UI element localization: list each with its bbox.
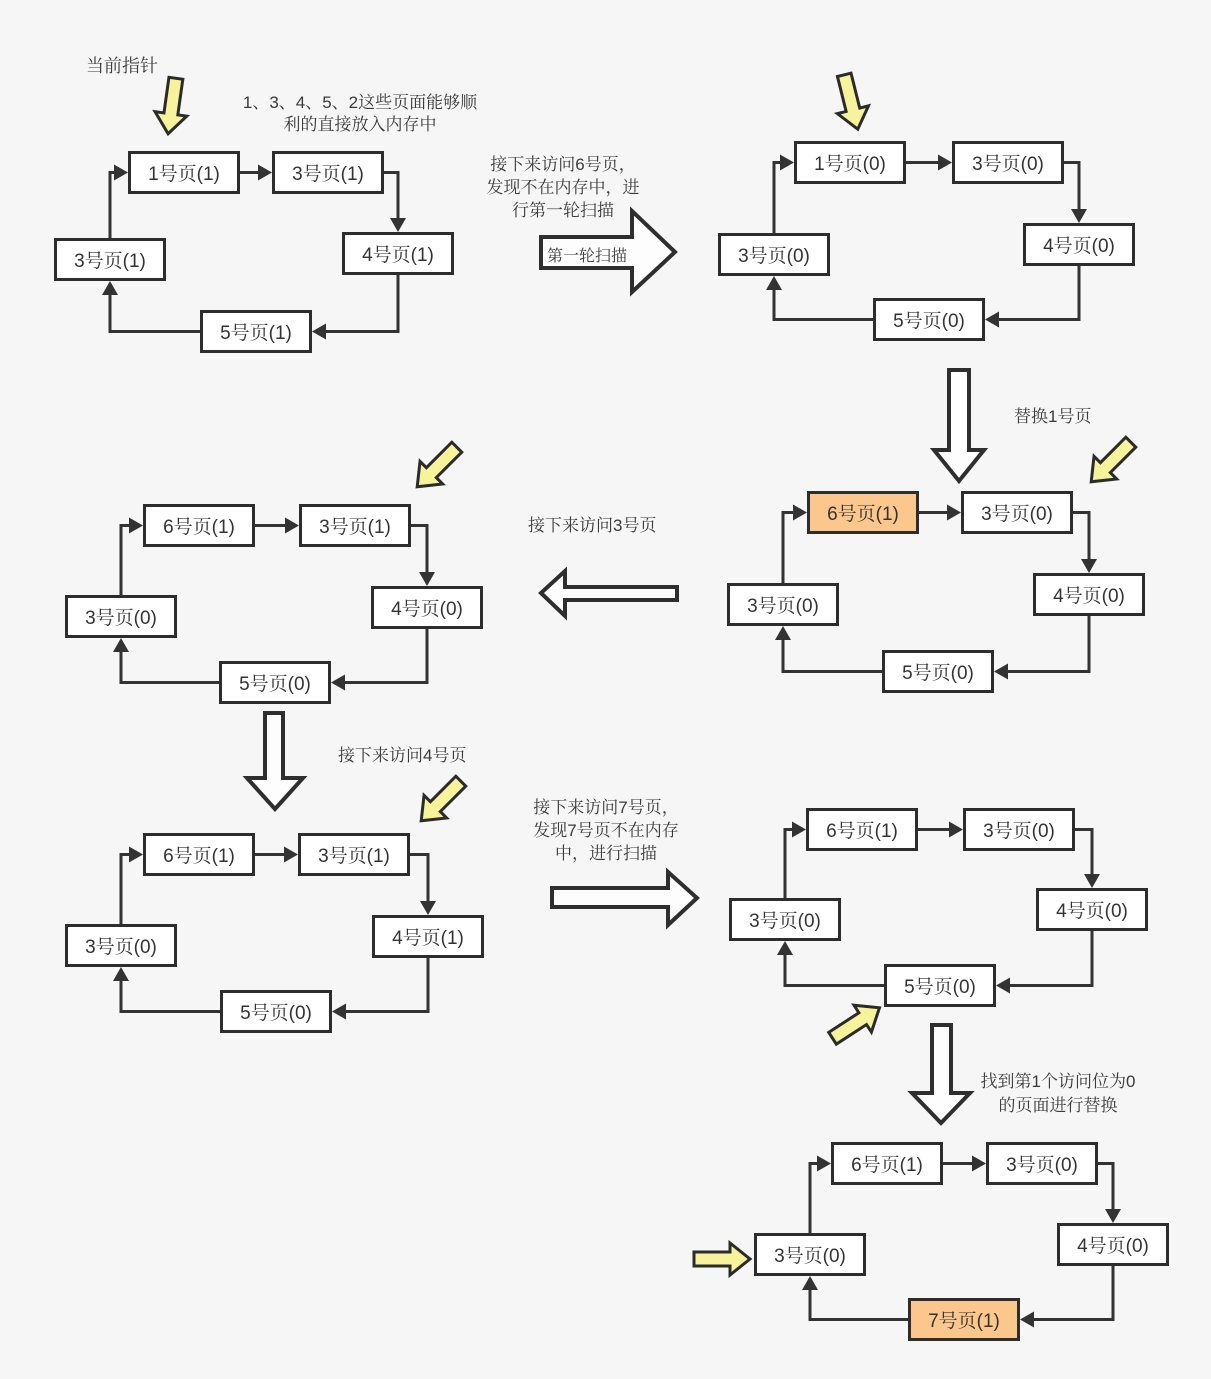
- ring-arrowhead: [258, 165, 272, 181]
- ring-connector: [1030, 1266, 1113, 1320]
- ring-connector: [1006, 931, 1092, 986]
- ring-arrowhead: [419, 572, 435, 586]
- page-node: 3号页(0): [727, 583, 839, 626]
- page-node: 4号页(1): [372, 915, 484, 958]
- access6-line2: 发现不在内存中，进: [486, 178, 640, 197]
- ring-connector: [1064, 163, 1079, 214]
- page-node-highlighted: 6号页(1): [807, 491, 919, 534]
- ring-arrowhead: [1084, 874, 1100, 888]
- access7-note: [513, 796, 699, 865]
- page-node: 3号页(0): [65, 924, 177, 967]
- ring-arrowhead: [1071, 209, 1087, 223]
- ring-connector: [1075, 830, 1092, 879]
- page-node: 6号页(1): [143, 504, 255, 547]
- ring-arrowhead: [331, 675, 345, 691]
- ring-connector: [411, 526, 427, 577]
- ring-connector: [121, 526, 133, 596]
- ring-arrowhead: [312, 324, 326, 340]
- ring-connector: [1073, 513, 1089, 564]
- ring-connector: [341, 629, 427, 683]
- ring-connector: [110, 291, 200, 332]
- ring-arrowhead: [284, 847, 298, 863]
- flow-arrow-down-2: [247, 713, 303, 809]
- ring-connector: [121, 648, 219, 683]
- ring-connector: [110, 173, 118, 239]
- ring-arrowhead: [780, 155, 794, 171]
- ring-arrowhead: [793, 505, 807, 521]
- page-node: 6号页(1): [806, 808, 918, 851]
- access6-note: [468, 153, 658, 222]
- ring-arrowhead: [102, 281, 118, 295]
- page-node: 5号页(0): [220, 990, 332, 1033]
- page-node: 4号页(1): [342, 232, 454, 275]
- flow-arrow-right-2: [552, 872, 697, 925]
- ring-arrowhead: [113, 967, 129, 981]
- page-node: 6号页(1): [831, 1142, 943, 1185]
- ring-connector: [774, 286, 873, 320]
- page-node: 1号页(1): [128, 151, 240, 194]
- intro-note-line1: 1、3、4、5、2这些页面能够顺: [242, 93, 478, 112]
- ring-connector: [1098, 1164, 1113, 1214]
- page-node: 6号页(1): [143, 833, 255, 876]
- page-node: 5号页(0): [884, 964, 996, 1007]
- ring-connector: [322, 275, 398, 332]
- pointer-arrow-d3: [1080, 431, 1142, 493]
- flow-arrow-left-1: [541, 571, 677, 616]
- page-node: 3号页(0): [65, 595, 177, 638]
- page-node-highlighted: 7号页(1): [908, 1298, 1020, 1341]
- ring-arrowhead: [996, 978, 1010, 994]
- pointer-arrow-d4: [406, 436, 468, 498]
- page-node: 3号页(1): [54, 238, 166, 281]
- ring-connector: [810, 1286, 908, 1320]
- access7-line1: 接下来访问7号页，: [533, 798, 679, 817]
- ring-connector: [121, 977, 220, 1012]
- ring-arrowhead: [817, 1156, 831, 1172]
- ring-arrowhead: [938, 155, 952, 171]
- ring-arrowhead: [972, 1156, 986, 1172]
- ring-arrowhead: [332, 1004, 346, 1020]
- find-zero-note: [963, 1070, 1153, 1118]
- page-node: 3号页(0): [963, 808, 1075, 851]
- ring-arrowhead: [113, 638, 129, 652]
- page-node: 3号页(0): [952, 141, 1064, 184]
- page-node: 3号页(0): [986, 1142, 1098, 1185]
- page-node: 3号页(1): [298, 833, 410, 876]
- page-node: 3号页(0): [729, 898, 841, 941]
- page-node: 3号页(1): [272, 151, 384, 194]
- ring-arrowhead: [802, 1276, 818, 1290]
- access6-line1: 接下来访问6号页，: [490, 155, 636, 174]
- find-zero-line2: 的页面进行替换: [998, 1096, 1118, 1115]
- current-pointer-label: 当前指针: [86, 56, 158, 76]
- access6-line3: 行第一轮扫描: [512, 201, 614, 220]
- page-node: 4号页(0): [371, 586, 483, 629]
- ring-arrowhead: [1081, 559, 1097, 573]
- ring-arrowhead: [285, 518, 299, 534]
- pointer-arrow-d7: [694, 1243, 750, 1275]
- first-scan-arrow-label: 第一轮扫描: [546, 248, 627, 265]
- pointer-arrow-d5: [410, 770, 472, 832]
- page-node: 5号页(1): [200, 310, 312, 353]
- access7-line3: 中，进行扫描: [555, 844, 657, 863]
- replace-page1-note: 替换1号页: [1014, 407, 1092, 426]
- ring-connector: [410, 855, 428, 906]
- flow-arrow-down-1: [934, 370, 984, 481]
- ring-connector: [785, 951, 884, 986]
- page-node: 5号页(0): [873, 298, 985, 341]
- ring-connector: [785, 830, 796, 899]
- ring-connector: [342, 958, 428, 1012]
- ring-arrowhead: [420, 901, 436, 915]
- page-node: 4号页(0): [1057, 1223, 1169, 1266]
- ring-arrowhead: [1020, 1312, 1034, 1328]
- ring-connector: [783, 636, 882, 672]
- page-node: 3号页(0): [718, 233, 830, 276]
- intro-note: [225, 92, 495, 136]
- ring-arrowhead: [114, 165, 128, 181]
- page-node: 3号页(1): [299, 504, 411, 547]
- page-node: 1号页(0): [794, 141, 906, 184]
- ring-arrowhead: [390, 218, 406, 232]
- ring-arrowhead: [777, 941, 793, 955]
- intro-note-line2: 利的直接放入内存中: [283, 115, 437, 134]
- ring-connector: [995, 266, 1079, 320]
- ring-arrowhead: [947, 505, 961, 521]
- ring-connector: [810, 1164, 821, 1234]
- access7-line2: 发现7号页不在内存: [533, 821, 679, 840]
- page-node: 5号页(0): [882, 650, 994, 693]
- page-node: 3号页(0): [754, 1233, 866, 1276]
- ring-connector: [384, 173, 398, 223]
- ring-arrowhead: [1105, 1209, 1121, 1223]
- ring-arrowhead: [129, 847, 143, 863]
- ring-connector: [783, 513, 797, 584]
- ring-arrowhead: [775, 626, 791, 640]
- ring-arrowhead: [949, 822, 963, 838]
- page-node: 5号页(0): [219, 661, 331, 704]
- pointer-arrow-d6: [824, 994, 888, 1051]
- page-node: 4号页(0): [1023, 223, 1135, 266]
- ring-arrowhead: [129, 518, 143, 534]
- ring-arrowhead: [994, 664, 1008, 680]
- ring-connector: [121, 855, 133, 925]
- page-node: 4号页(0): [1036, 888, 1148, 931]
- page-node: 3号页(0): [961, 491, 1073, 534]
- ring-arrowhead: [985, 312, 999, 328]
- pointer-arrow-d1: [152, 76, 191, 136]
- page-node: 4号页(0): [1033, 573, 1145, 616]
- find-zero-line1: 找到第1个访问位为0: [980, 1072, 1136, 1091]
- access4-note: 接下来访问4号页: [338, 746, 467, 765]
- ring-connector: [774, 163, 784, 234]
- pointer-arrow-d2: [829, 71, 874, 133]
- access3-note: 接下来访问3号页: [528, 516, 657, 535]
- ring-arrowhead: [792, 822, 806, 838]
- ring-connector: [1004, 616, 1089, 672]
- flow-arrow-down-3: [912, 1025, 970, 1123]
- ring-arrowhead: [766, 276, 782, 290]
